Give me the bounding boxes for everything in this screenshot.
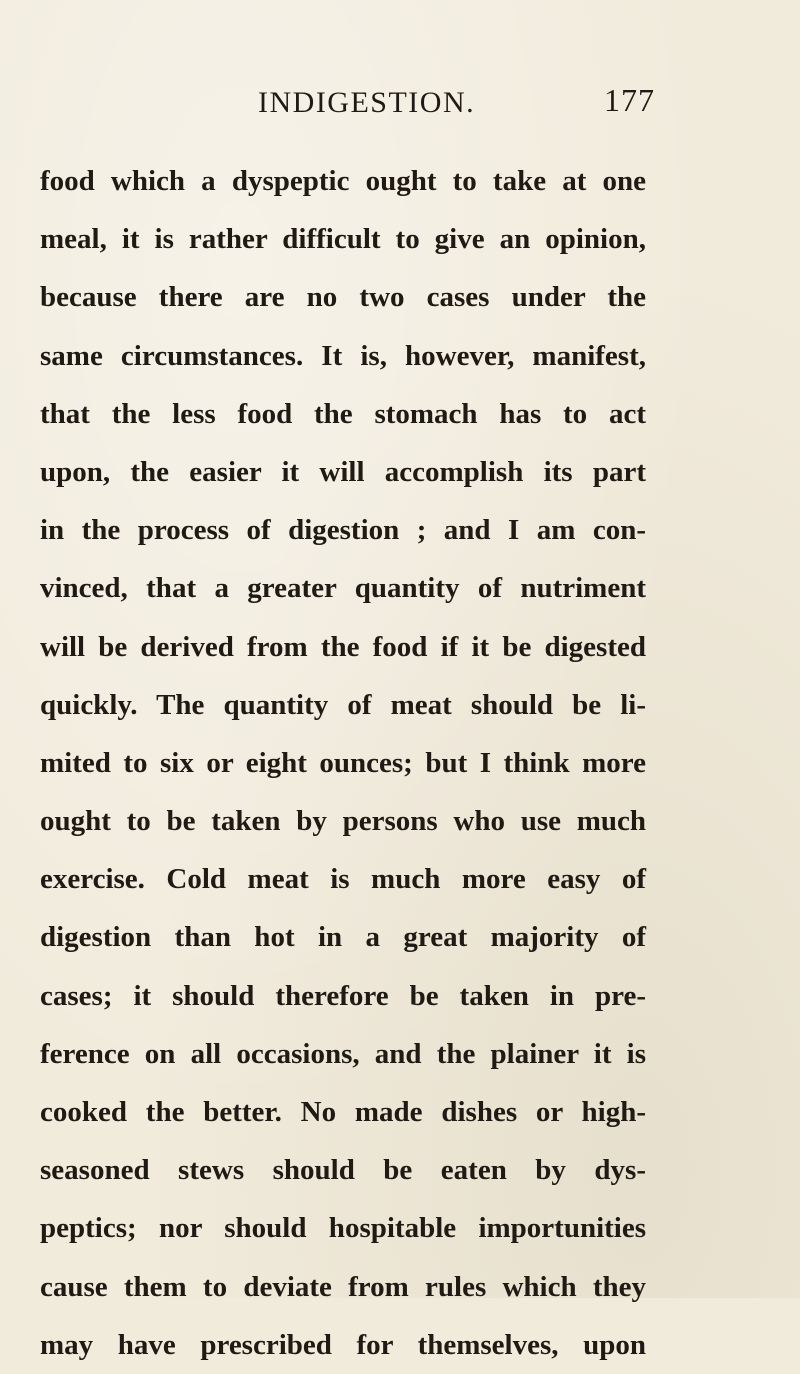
text-line: cases; it should therefore be taken in pre- bbox=[40, 979, 646, 1012]
text-line: digestion than hot in a great majority of bbox=[40, 921, 646, 954]
text-line: that the less food the stomach has to act bbox=[40, 397, 646, 430]
page-number: 177 bbox=[604, 82, 655, 118]
text-line: quickly. The quantity of meat should be li- bbox=[40, 688, 646, 721]
text-line: meal, it is rather difficult to give an opinion, bbox=[40, 223, 646, 256]
text-line: cause them to deviate from rules which they bbox=[40, 1270, 646, 1303]
text-line: vinced, that a greater quantity of nutriment bbox=[40, 572, 646, 605]
text-line: ought to be taken by persons who use much bbox=[40, 805, 646, 838]
text-line: exercise. Cold meat is much more easy of bbox=[40, 863, 646, 896]
text-line: mited to six or eight ounces; but I think more bbox=[40, 746, 646, 779]
body-text bbox=[40, 152, 646, 1374]
text-line: ference on all occasions, and the plainer it is bbox=[40, 1037, 646, 1070]
text-line: upon, the easier it will accomplish its part bbox=[40, 455, 646, 488]
text-line: in the process of digestion ; and I am con- bbox=[40, 514, 646, 547]
text-line: may have prescribed for themselves, upon bbox=[40, 1328, 646, 1361]
text-line: because there are no two cases under the bbox=[40, 281, 646, 314]
text-line: will be derived from the food if it be digested bbox=[40, 630, 646, 663]
text-line: seasoned stews should be eaten by dys- bbox=[40, 1154, 646, 1187]
text-line: same circumstances. It is, however, manifest, bbox=[40, 339, 646, 372]
text-line: peptics; nor should hospitable importunities bbox=[40, 1212, 646, 1245]
text-line: cooked the better. No made dishes or high- bbox=[40, 1096, 646, 1128]
chapter-title: INDIGESTION. bbox=[258, 86, 476, 119]
running-head bbox=[0, 80, 800, 124]
text-line: food which a dyspeptic ought to take at one bbox=[40, 165, 646, 197]
